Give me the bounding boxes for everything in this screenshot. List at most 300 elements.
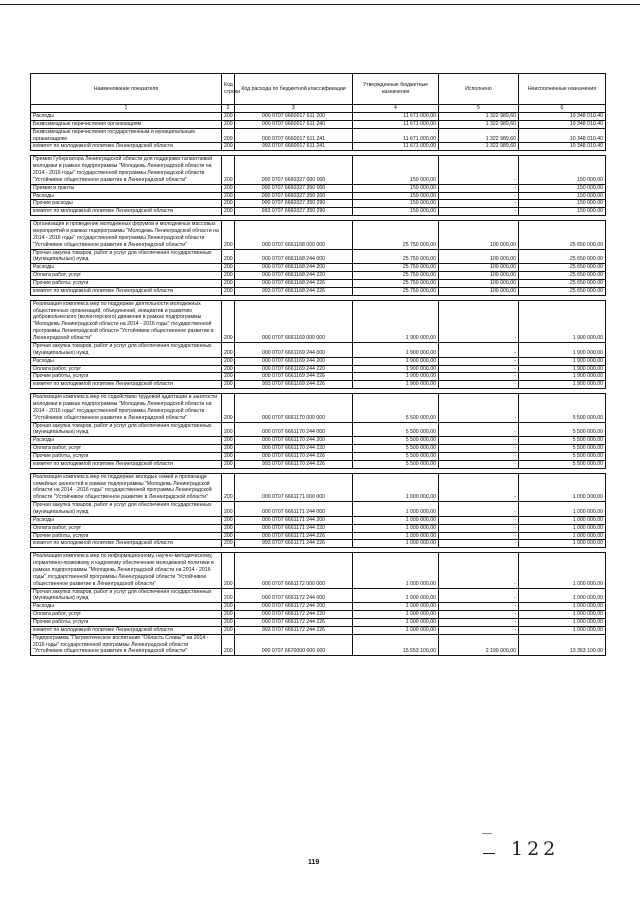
row-executed: - [439,516,519,524]
row-kbk: 000 0707 6660327 350 290 [235,200,353,208]
row-executed: - [439,460,519,468]
row-name: комитет по молодежной политике Ленинградской области [31,143,222,151]
row-approved: 1 900 000,00 [353,373,439,381]
row-approved: 1 000 000,00 [353,626,439,634]
table-row [31,588,606,603]
row-approved: 25 750 000,00 [353,221,439,249]
row-remaining: 13 363 100,00 [519,634,606,656]
row-name: Прочая закупка товаров, работ и услуг для обеспечения государственных (муниципальных) нужд [31,249,222,264]
row-code: 200 [222,516,235,524]
row-remaining: 10 348 010,40 [519,143,606,151]
table-row [31,611,606,619]
row-name: комитет по молодежной политике Ленинградской области [31,460,222,468]
row-name: Реализация комплекса мер по поддержке молодых семей и пропаганде семейных ценностей в рамках подпрограммы "Молодежь Ленинградской области на 2014 - 2016 годы" государственной программы Ленинградской области "Устойчивое общественное развитие в Ленинградской области" [31,473,222,501]
row-executed: 1 322 989,60 [439,128,519,143]
budget-execution-table-sheet [30,73,605,656]
row-kbk: 000 0707 6660017 611 240 [235,120,353,128]
header-executed: Исполнено [439,74,519,105]
row-name: Расходы [31,516,222,524]
row-approved: 1 000 000,00 [353,588,439,603]
row-remaining: 1 900 000,00 [519,357,606,365]
row-kbk: 000 0707 6661169 000 000 [235,300,353,342]
row-code: 200 [222,156,235,184]
row-remaining: 5 500 000,00 [519,445,606,453]
row-executed: - [439,473,519,501]
row-name: Прочая закупка товаров, работ и услуг для обеспечения государственных (муниципальных) нужд [31,502,222,517]
row-kbk: 993 0707 6660017 611 241 [235,143,353,151]
row-name: Прочая закупка товаров, работ и услуг для обеспечения государственных (муниципальных) нужд [31,588,222,603]
table-row [31,540,606,548]
table-row [31,394,606,422]
row-approved: 150 000,00 [353,156,439,184]
stamp-dash [483,853,495,854]
row-approved: 150 000,00 [353,192,439,200]
table-row [31,460,606,468]
row-kbk: 000 0707 6660327 000 000 [235,156,353,184]
table-row [31,128,606,143]
table-body [31,113,606,656]
row-executed: - [439,532,519,540]
row-name: комитет по молодежной политике Ленинградской области [31,626,222,634]
table-row [31,619,606,627]
row-kbk: 000 0707 6661169 244 200 [235,357,353,365]
row-approved: 11 671 000,00 [353,128,439,143]
row-executed: 2 190 000,00 [439,634,519,656]
row-name: Расходы [31,264,222,272]
row-remaining: 1 000 000,00 [519,611,606,619]
row-name: Премии и гранты [31,184,222,192]
row-code: 200 [222,287,235,295]
row-remaining: 10 348 010,40 [519,120,606,128]
row-code: 200 [222,524,235,532]
table-row [31,192,606,200]
budget-execution-table [30,73,606,656]
row-approved: 11 671 000,00 [353,143,439,151]
table-row [31,473,606,501]
row-code: 200 [222,373,235,381]
row-remaining: 5 500 000,00 [519,460,606,468]
row-executed: - [439,540,519,548]
row-approved: 1 000 000,00 [353,532,439,540]
row-approved: 1 900 000,00 [353,365,439,373]
row-executed: 1 322 989,60 [439,120,519,128]
table-row [31,452,606,460]
table-row [31,287,606,295]
header-approved: Утвержденные бюджетные назначения [353,74,439,105]
table-row [31,553,606,588]
row-remaining: 1 000 000,00 [519,532,606,540]
row-remaining: 10 348 010,40 [519,113,606,121]
row-kbk: 000 0707 6661172 000 000 [235,553,353,588]
row-code: 200 [222,422,235,437]
row-executed: - [439,626,519,634]
row-name: Оплата работ, услуг [31,611,222,619]
row-kbk: 000 0707 6660327 350 000 [235,184,353,192]
row-code: 200 [222,619,235,627]
row-executed: - [439,445,519,453]
row-executed: 1 322 989,60 [439,143,519,151]
row-executed: 100 000,00 [439,264,519,272]
row-code: 200 [222,357,235,365]
table-row [31,445,606,453]
row-approved: 150 000,00 [353,200,439,208]
row-code: 200 [222,365,235,373]
row-remaining: 150 000,00 [519,192,606,200]
row-code: 200 [222,249,235,264]
row-kbk: 000 0707 6661169 244 226 [235,373,353,381]
row-code: 200 [222,200,235,208]
row-remaining: 1 000 000,00 [519,588,606,603]
row-approved: 5 500 000,00 [353,437,439,445]
row-executed: - [439,381,519,389]
row-name: Оплата работ, услуг [31,524,222,532]
row-kbk: 000 0707 6661168 244 000 [235,249,353,264]
row-executed: - [439,184,519,192]
row-name: Организация и проведение молодежных форумов и молодежных массовых мероприятий в рамках подпрограммы "Молодежь Ленинградской области на 2014 - 2016 годы" государственной программы Ленинградской области "Устойчивое общественное развитие в Ленинградской области" [31,221,222,249]
row-remaining: 1 000 000,00 [519,619,606,627]
row-remaining: 1 900 000,00 [519,365,606,373]
handwritten-sheet-number: 122 [511,838,560,860]
row-executed: - [439,553,519,588]
row-code: 200 [222,445,235,453]
row-kbk: 000 0707 6661168 244 226 [235,280,353,288]
header-kbk: Код расхода по бюджетной классификации [235,74,353,105]
table-row [31,300,606,342]
row-remaining: 1 000 000,00 [519,516,606,524]
table-row [31,143,606,151]
table-row [31,502,606,517]
row-name: Прочая закупка товаров, работ и услуг для обеспечения государственных (муниципальных) нужд [31,422,222,437]
row-name: Прочая закупка товаров, работ и услуг для обеспечения государственных (муниципальных) нужд [31,342,222,357]
row-kbk: 000 0707 6661171 244 200 [235,516,353,524]
row-approved: 25 750 000,00 [353,264,439,272]
row-name: Реализация комплекса мер по поддержке деятельности молодежных общественных организаций, объединений, инициатив и развитию добровольческого (волонтерского) движения в рамках подпрограммы "Молодежь Ленинградской области на 2014 - 2016 годы" государственной программы Ленинградской области "Устойчивое общественное развитие в Ленинградской области" [31,300,222,342]
row-kbk: 993 0707 6660327 350 290 [235,208,353,216]
row-remaining: 25 650 000,00 [519,264,606,272]
row-approved: 5 500 000,00 [353,394,439,422]
column-number: 1 [31,105,222,113]
row-code: 200 [222,588,235,603]
table-row [31,524,606,532]
row-name: Оплата работ, услуг [31,272,222,280]
row-kbk: 000 0707 6661168 244 220 [235,272,353,280]
row-executed: - [439,422,519,437]
row-kbk: 000 0707 6661172 244 000 [235,588,353,603]
row-approved: 5 500 000,00 [353,445,439,453]
row-code: 200 [222,221,235,249]
row-approved: 25 750 000,00 [353,272,439,280]
row-name: Прочие работы, услуги [31,532,222,540]
table-row [31,208,606,216]
row-code: 200 [222,280,235,288]
row-approved: 1 000 000,00 [353,524,439,532]
row-executed: - [439,437,519,445]
table-row [31,200,606,208]
row-kbk: 000 0707 6660017 611 200 [235,113,353,121]
column-number: 5 [439,105,519,113]
row-approved: 1 900 000,00 [353,357,439,365]
row-name: Расходы [31,113,222,121]
row-code: 200 [222,128,235,143]
row-executed: - [439,365,519,373]
column-number: 6 [519,105,606,113]
row-executed: 1 322 989,60 [439,113,519,121]
row-approved: 150 000,00 [353,208,439,216]
row-kbk: 000 0707 6661168 000 000 [235,221,353,249]
row-executed: - [439,452,519,460]
row-kbk: 000 0707 6670000 000 000 [235,634,353,656]
row-kbk: 000 0707 6661170 244 200 [235,437,353,445]
row-name: Прочие работы, услуги [31,280,222,288]
row-remaining: 5 500 000,00 [519,452,606,460]
row-kbk: 993 0707 6661168 244 226 [235,287,353,295]
column-number: 2 [222,105,235,113]
row-approved: 1 000 000,00 [353,473,439,501]
row-code: 200 [222,120,235,128]
row-name: Расходы [31,192,222,200]
row-name: Расходы [31,603,222,611]
row-code: 200 [222,553,235,588]
row-code: 200 [222,502,235,517]
row-name: комитет по молодежной политике Ленинградской области [31,540,222,548]
row-approved: 1 000 000,00 [353,516,439,524]
row-name: Прочие расходы [31,200,222,208]
row-executed: - [439,611,519,619]
row-remaining: 1 900 000,00 [519,342,606,357]
row-code: 200 [222,460,235,468]
row-executed: 100 000,00 [439,249,519,264]
row-executed: - [439,603,519,611]
row-approved: 1 000 000,00 [353,540,439,548]
row-remaining: 1 000 000,00 [519,540,606,548]
row-approved: 1 000 000,00 [353,553,439,588]
row-kbk: 000 0707 6660017 611 241 [235,128,353,143]
row-approved: 25 750 000,00 [353,287,439,295]
row-approved: 5 500 000,00 [353,460,439,468]
row-kbk: 000 0707 6661171 244 226 [235,532,353,540]
row-remaining: 1 000 000,00 [519,502,606,517]
table-row [31,156,606,184]
row-kbk: 000 0707 6661168 244 200 [235,264,353,272]
row-kbk: 000 0707 6661170 244 000 [235,422,353,437]
row-code: 200 [222,634,235,656]
page-number: 119 [308,859,320,866]
row-executed: - [439,342,519,357]
row-name: Реализация комплекса мер по содействию трудовой адаптации и занятости молодежи в рамках подпрограммы "Молодежь Ленинградской области на 2014 - 2016 годы" государственной программы Ленинградской области "Устойчивое общественное развитие в Ленинградской области" [31,394,222,422]
row-remaining: 25 650 000,00 [519,221,606,249]
row-approved: 15 553 100,00 [353,634,439,656]
table-row [31,603,606,611]
row-kbk: 000 0707 6660327 350 200 [235,192,353,200]
row-remaining: 5 500 000,00 [519,422,606,437]
row-remaining: 25 650 000,00 [519,272,606,280]
table-row [31,373,606,381]
column-number: 3 [235,105,353,113]
row-name: комитет по молодежной политике Ленинградской области [31,381,222,389]
table-row [31,280,606,288]
row-executed: - [439,208,519,216]
table-row [31,249,606,264]
row-remaining: 1 000 000,00 [519,603,606,611]
row-name: Расходы [31,357,222,365]
row-name: Расходы [31,437,222,445]
row-code: 200 [222,532,235,540]
row-remaining: 1 900 000,00 [519,300,606,342]
row-remaining: 10 348 010,40 [519,128,606,143]
row-approved: 25 750 000,00 [353,280,439,288]
header-name: Наименование показателя [31,74,222,105]
row-kbk: 000 0707 6661171 244 000 [235,502,353,517]
row-name: Прочие работы, услуги [31,373,222,381]
row-executed: - [439,588,519,603]
table-row [31,272,606,280]
row-executed: - [439,156,519,184]
row-code: 200 [222,473,235,501]
row-name: Подпрограмма "Патриотическое воспитание "Область Славы"" на 2014 - 2016 годы" государственной программы Ленинградской области "Устойчивое общественное развитие в Ленинградской области" [31,634,222,656]
row-approved: 11 671 000,00 [353,113,439,121]
row-approved: 25 750 000,00 [353,249,439,264]
row-executed: - [439,502,519,517]
row-approved: 1 900 000,00 [353,300,439,342]
header-remaining: Неисполненные назначения [519,74,606,105]
row-kbk: 000 0707 6661169 244 000 [235,342,353,357]
row-remaining: 5 500 000,00 [519,394,606,422]
row-remaining: 150 000,00 [519,184,606,192]
header-row [31,74,606,105]
row-executed: 100 000,00 [439,272,519,280]
row-name: комитет по молодежной политике Ленинградской области [31,287,222,295]
row-kbk: 000 0707 6661172 244 200 [235,603,353,611]
row-remaining: 150 000,00 [519,200,606,208]
row-kbk: 000 0707 6661170 000 000 [235,394,353,422]
row-approved: 1 900 000,00 [353,342,439,357]
table-row [31,422,606,437]
row-code: 200 [222,452,235,460]
table-row [31,113,606,121]
row-code: 200 [222,208,235,216]
row-executed: - [439,619,519,627]
row-executed: - [439,394,519,422]
row-name: Безвозмездные перечисления государственным и муниципальным организациям [31,128,222,143]
row-kbk: 993 0707 6661170 244 226 [235,460,353,468]
row-executed: - [439,373,519,381]
row-executed: 100 000,00 [439,221,519,249]
row-remaining: 1 000 000,00 [519,553,606,588]
row-remaining: 25 650 000,00 [519,280,606,288]
row-remaining: 1 000 000,00 [519,626,606,634]
row-code: 200 [222,342,235,357]
row-code: 200 [222,192,235,200]
row-code: 200 [222,113,235,121]
row-code: 200 [222,264,235,272]
row-name: Прочие работы, услуги [31,619,222,627]
row-kbk: 000 0707 6661170 244 220 [235,445,353,453]
row-code: 200 [222,437,235,445]
row-kbk: 000 0707 6661172 244 226 [235,619,353,627]
table-row [31,357,606,365]
row-code: 200 [222,626,235,634]
table-row [31,120,606,128]
row-code: 200 [222,143,235,151]
row-name: Реализация комплекса мер по информационному, научно-методическому, нормативно-правовому и кадровому обеспечению молодежной политики в рамках подпрограммы "Молодежь Ленинградской области на 2014 - 2016 годы" государственной программы Ленинградской области "Устойчивое общественное развитие в Ленинградской области" [31,553,222,588]
table-row [31,221,606,249]
table-row [31,264,606,272]
table-row [31,626,606,634]
row-kbk: 000 0707 6661170 244 226 [235,452,353,460]
column-number: 4 [353,105,439,113]
row-code: 200 [222,603,235,611]
row-executed: 100 000,00 [439,280,519,288]
row-name: Премии Губернатора Ленинградской области для поддержки талантливой молодежи в рамках подпрограммы "Молодежь Ленинградской области на 2014 - 2016 годы" государственной программы Ленинградской области "Устойчивое общественное развитие в Ленинградской области" [31,156,222,184]
row-approved: 5 500 000,00 [353,452,439,460]
row-remaining: 1 900 000,00 [519,381,606,389]
row-remaining: 1 000 000,00 [519,473,606,501]
row-code: 200 [222,300,235,342]
row-code: 200 [222,184,235,192]
stamp-mark [482,833,492,834]
row-remaining: 1 900 000,00 [519,373,606,381]
row-remaining: 150 000,00 [519,156,606,184]
row-code: 200 [222,540,235,548]
row-executed: - [439,300,519,342]
top-rule [0,4,640,5]
table-row [31,532,606,540]
row-executed: - [439,357,519,365]
row-code: 200 [222,611,235,619]
row-name: Безвозмездные перечисления организациям [31,120,222,128]
table-row [31,634,606,656]
row-executed: - [439,192,519,200]
row-executed: 100 000,00 [439,287,519,295]
table-row [31,365,606,373]
table-row [31,184,606,192]
row-remaining: 5 500 000,00 [519,437,606,445]
row-approved: 1 900 000,00 [353,381,439,389]
row-name: Оплата работ, услуг [31,365,222,373]
row-executed: - [439,200,519,208]
row-kbk: 000 0707 6661172 244 220 [235,611,353,619]
row-kbk: 000 0707 6661169 244 220 [235,365,353,373]
row-kbk: 993 0707 6661171 244 226 [235,540,353,548]
row-approved: 1 000 000,00 [353,603,439,611]
table-row [31,437,606,445]
row-kbk: 000 0707 6661171 000 000 [235,473,353,501]
row-remaining: 1 000 000,00 [519,524,606,532]
row-approved: 5 500 000,00 [353,422,439,437]
row-code: 200 [222,381,235,389]
row-code: 200 [222,272,235,280]
row-name: Оплата работ, услуг [31,445,222,453]
row-kbk: 000 0707 6661171 244 220 [235,524,353,532]
row-kbk: 993 0707 6661172 244 226 [235,626,353,634]
row-approved: 11 671 000,00 [353,120,439,128]
row-approved: 1 000 000,00 [353,611,439,619]
row-name: Прочие работы, услуги [31,452,222,460]
table-row [31,516,606,524]
header-row-code: Код строки [222,74,235,105]
row-kbk: 993 0707 6661169 244 226 [235,381,353,389]
row-code: 200 [222,394,235,422]
row-remaining: 25 650 000,00 [519,249,606,264]
table-row [31,342,606,357]
row-remaining: 25 650 000,00 [519,287,606,295]
row-remaining: 150 000,00 [519,208,606,216]
row-approved: 1 000 000,00 [353,619,439,627]
row-name: комитет по молодежной политике Ленинградской области [31,208,222,216]
row-approved: 1 000 000,00 [353,502,439,517]
table-row [31,381,606,389]
column-numbers-row [31,105,606,113]
